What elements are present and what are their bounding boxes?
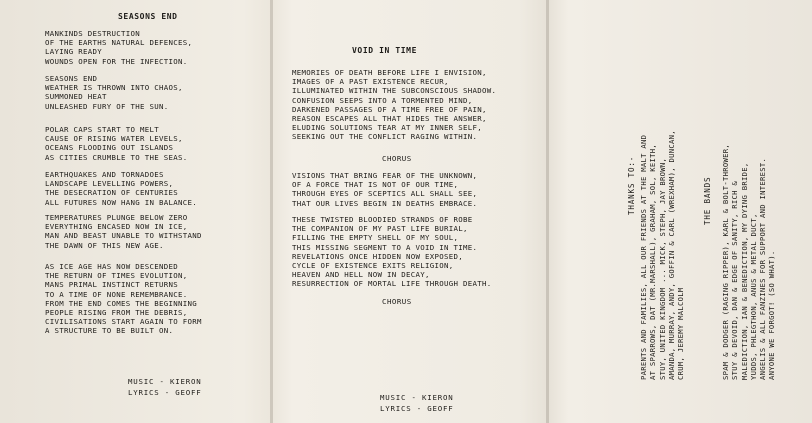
lyric-line: THIS MISSING SEGMENT TO A VOID IN TIME.	[292, 242, 478, 252]
lyric-line: UNLEASHED FURY OF THE SUN.	[45, 101, 169, 111]
lyric-line: STUY, UNITED KINGDOM ... MICK, STEPH, JAY BROWN,	[657, 157, 667, 380]
stanza	[45, 125, 188, 162]
lyric-line: EVERYTHING ENCASED NOW IN ICE,	[45, 222, 188, 232]
lyric-line: DARKENED PASSAGES OF A TIME FREE OF PAIN,	[292, 104, 487, 114]
panel-void-in-time	[272, 0, 547, 423]
lyric-line: THESE TWISTED BLOODIED STRANDS OF ROBE	[292, 215, 473, 224]
lyric-line: SPAM & DODGER (RAGING RIPPER), KARL & BOLT-THROWER,	[721, 144, 730, 380]
lyric-line: ELUDING SOLUTIONS TEAR AT MY INNER SELF,	[292, 123, 482, 133]
stanza	[45, 29, 192, 66]
lyric-line: RESURRECTION OF MORTAL LIFE THROUGH DEATH.	[292, 279, 492, 289]
lyric-line: REASON ESCAPES ALL THAT HIDES THE ANSWER,	[292, 114, 487, 124]
lyric-line: CIVILISATIONS START AGAIN TO FORM	[45, 317, 202, 327]
lyric-line: YUDDS, PHLEGTHON, ANUS & METAL DUCT,	[748, 213, 758, 380]
lyric-line: MUSIC - KIERON	[128, 377, 202, 386]
lyric-line: VISIONS THAT BRING FEAR OF THE UNKNOWN,	[292, 171, 478, 180]
lyric-line: LYRICS - GEOFF	[380, 403, 454, 413]
lyric-line: WOUNDS OPEN FOR THE INFECTION.	[45, 56, 188, 66]
lyric-line: FILLING THE EMPTY SHELL OF MY SOUL,	[292, 233, 459, 243]
lyric-line: HEAVEN AND HELL NOW IN DECAY,	[292, 270, 430, 280]
lyric-line: MANKINDS DESTRUCTION	[45, 29, 140, 38]
lyric-line: OCEANS FLOODING OUT ISLANDS	[45, 143, 174, 153]
lyric-line: A STRUCTURE TO BE BUILT ON.	[45, 326, 174, 336]
chorus-label: CHORUS	[382, 297, 412, 306]
lyric-line: PARENTS AND FAMILIES, ALL OUR FRIENDS AT THE MALT AND	[639, 134, 648, 380]
lyric-line: LANDSCAPE LEVELLING POWERS,	[45, 179, 174, 189]
lyric-line: THE RETURN OF TIMES EVOLUTION,	[45, 271, 188, 281]
credits	[128, 377, 202, 398]
thanks-heading: THANKS TO:-	[627, 155, 636, 215]
stanza	[292, 68, 496, 142]
lyric-line: OF A FORCE THAT IS NOT OF OUR TIME,	[292, 180, 459, 190]
lyric-line: STUY & DEVOID, DAN & EDGE OF SANITY, RICH &	[730, 181, 740, 380]
thanks-rotated-block	[627, 20, 812, 380]
lyric-line: WEATHER IS THROWN INTO CHAOS,	[45, 83, 183, 93]
lyric-line: FROM THE END COMES THE BEGINNING	[45, 298, 197, 308]
lyric-line: CAUSE OF RISING WATER LEVELS,	[45, 134, 183, 144]
lyric-line: AS CITIES CRUMBLE TO THE SEAS.	[45, 152, 188, 162]
chorus-label: CHORUS	[382, 154, 412, 163]
bands-list	[721, 144, 777, 380]
bands-heading: THE BANDS	[703, 176, 712, 225]
stanza	[45, 213, 202, 250]
panel-seasons-end	[0, 0, 270, 423]
lyric-line: MALEDICTION, IAN & BENEDICTION, MY DYING BRIDE,	[739, 162, 749, 380]
lyric-line: IMAGES OF A PAST EXISTENCE RECUR,	[292, 77, 449, 87]
lyric-line: MUSIC - KIERON	[380, 393, 454, 402]
lyric-line: ANYONE WE FORGOT! (SO WHAT).	[767, 250, 777, 380]
song-title-seasons-end: SEASONS END	[118, 12, 178, 21]
lyric-line: SUMMONED HEAT	[45, 92, 107, 102]
lyric-line: THAT OUR LIVES BEGIN IN DEATHS EMBRACE.	[292, 198, 478, 208]
stanza	[45, 170, 197, 207]
lyric-line: POLAR CAPS START TO MELT	[45, 125, 159, 134]
lyric-line: AT SPARROWS, DAT (MR.MARSHALL), GRAHAM, SOL, KEITH,	[648, 144, 658, 380]
lyric-line: PEOPLE RISING FROM THE DEBRIS,	[45, 308, 188, 318]
lyric-line: CRUM, JEREMY MALCOLM	[676, 287, 686, 380]
lyric-line: ALL FUTURES NOW HANG IN BALANCE.	[45, 197, 197, 207]
stanza	[45, 262, 202, 336]
lyric-line: LAYING READY	[45, 47, 102, 57]
lyric-line: LYRICS - GEOFF	[128, 387, 202, 397]
lyric-line: TEMPERATURES PLUNGE BELOW ZERO	[45, 213, 188, 222]
lyric-line: ILLUMINATED WITHIN THE SUBCONSCIOUS SHADOW.	[292, 86, 497, 96]
lyric-line: ANGELIS & ALL FANZINES FOR SUPPORT AND INTEREST.	[758, 157, 768, 380]
stanza	[292, 171, 477, 208]
lyric-line: CONFUSION SEEPS INTO A TORMENTED MIND,	[292, 95, 473, 105]
panel-thanks	[549, 0, 812, 423]
stanza	[292, 215, 491, 289]
lyric-line: REVELATIONS ONCE HIDDEN NOW EXPOSED,	[292, 251, 463, 261]
lyric-line: AMANDA, MURRAY, ANDY, GOFFIN & CARL (WREXHAM), DUNCAN,	[666, 130, 676, 380]
lyric-line: THE DESECRATION OF CENTURIES	[45, 188, 178, 198]
credits	[380, 393, 454, 414]
lyric-line: OF THE EARTHS NATURAL DEFENCES,	[45, 38, 193, 48]
lyric-line: MEMORIES OF DEATH BEFORE LIFE I ENVISION,	[292, 68, 487, 77]
lyric-line: SEEKING OUT THE CONFLICT RAGING WITHIN.	[292, 132, 478, 142]
lyric-line: THROUGH EYES OF SCEPTICS ALL SHALL SEE,	[292, 189, 478, 199]
lyric-line: TO A TIME OF NONE REMEMBRANCE.	[45, 289, 188, 299]
lyric-line: SEASONS END	[45, 74, 98, 83]
stanza	[45, 74, 183, 111]
lyric-line: THE COMPANION OF MY PAST LIFE BURIAL,	[292, 224, 468, 234]
song-title-void-in-time: VOID IN TIME	[352, 46, 417, 55]
lyric-line: THE DAWN OF THIS NEW AGE.	[45, 240, 164, 250]
lyric-line: AS ICE AGE HAS NOW DESCENDED	[45, 262, 178, 271]
lyric-line: MAN AND BEAST UNABLE TO WITHSTAND	[45, 231, 202, 241]
lyric-line: MANS PRIMAL INSTINCT RETURNS	[45, 280, 178, 290]
thanks-list	[639, 130, 685, 380]
lyric-line: EARTHQUAKES AND TORNADOES	[45, 170, 164, 179]
lyric-line: CYCLE OF EXISTENCE EXITS RELIGION,	[292, 261, 454, 271]
